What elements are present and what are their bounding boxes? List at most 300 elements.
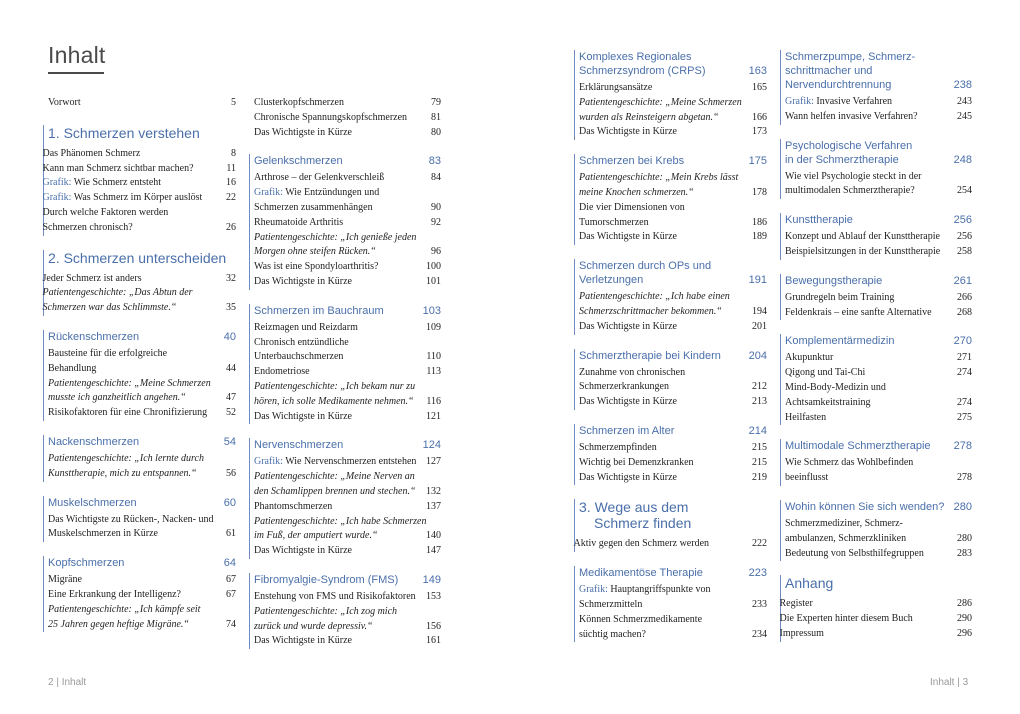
spacer bbox=[48, 316, 236, 330]
section-heading[interactable] bbox=[254, 438, 441, 452]
toc-entry[interactable] bbox=[579, 395, 767, 410]
toc-entry[interactable] bbox=[43, 191, 237, 206]
toc-entry-page: 121 bbox=[426, 410, 441, 422]
section-heading-text bbox=[579, 259, 711, 287]
toc-entry-title bbox=[785, 170, 972, 185]
toc-entry-page: 81 bbox=[431, 111, 441, 123]
toc-entry-title bbox=[254, 500, 426, 515]
toc-entry[interactable] bbox=[254, 500, 441, 515]
toc-entry[interactable] bbox=[785, 381, 972, 396]
chapter-group bbox=[780, 575, 972, 641]
section-heading[interactable] bbox=[579, 259, 767, 287]
section-heading[interactable] bbox=[785, 500, 972, 514]
toc-entry-text: Patientengeschichte: „Ich zog mich bbox=[254, 605, 398, 617]
spacer bbox=[785, 425, 972, 439]
toc-entry-page: 166 bbox=[752, 111, 767, 123]
toc-entry-text: Die vier Dimensionen von bbox=[579, 201, 685, 213]
toc-entry-page: 90 bbox=[431, 201, 441, 213]
toc-entry-title bbox=[48, 452, 236, 467]
toc-entry[interactable] bbox=[254, 350, 441, 365]
section-heading[interactable] bbox=[785, 50, 972, 92]
toc-entry-page: 296 bbox=[957, 627, 972, 639]
toc-entry[interactable] bbox=[785, 170, 972, 185]
spacer bbox=[254, 559, 441, 573]
toc-entry[interactable] bbox=[254, 634, 441, 649]
section-heading[interactable] bbox=[785, 439, 972, 453]
toc-entry[interactable] bbox=[780, 597, 973, 612]
toc-entry-title bbox=[579, 320, 752, 335]
toc-entry-text: Wie Entzündungen und bbox=[282, 187, 380, 199]
section-heading-line: Fibromyalgie-Syndrom (FMS) bbox=[254, 573, 399, 586]
toc-entry[interactable] bbox=[785, 95, 972, 110]
toc-entry-title bbox=[785, 366, 957, 381]
toc-entry[interactable] bbox=[254, 245, 441, 260]
section-heading[interactable] bbox=[785, 334, 972, 348]
toc-entry[interactable] bbox=[254, 111, 441, 126]
toc-entry-title bbox=[579, 216, 752, 231]
chapter-group bbox=[43, 250, 236, 316]
toc-entry[interactable] bbox=[43, 286, 237, 301]
toc-entry[interactable] bbox=[254, 186, 441, 201]
toc-entry-text: Behandlung bbox=[48, 362, 97, 374]
toc-entry-title bbox=[254, 529, 426, 544]
toc-entry[interactable] bbox=[780, 627, 973, 642]
toc-entry[interactable] bbox=[48, 452, 236, 467]
toc-entry[interactable] bbox=[254, 96, 441, 111]
section-heading[interactable] bbox=[785, 139, 972, 167]
toc-entry-title bbox=[254, 186, 441, 201]
section-page-number: 256 bbox=[953, 214, 972, 227]
chapter-heading[interactable] bbox=[579, 499, 767, 531]
toc-entry-title bbox=[579, 96, 767, 111]
toc-entry-page: 67 bbox=[226, 574, 236, 586]
toc-entry[interactable] bbox=[574, 537, 768, 552]
section-heading-line: Komplementärmedizin bbox=[785, 335, 895, 348]
toc-entry[interactable] bbox=[48, 406, 236, 421]
toc-entry[interactable] bbox=[254, 410, 441, 425]
toc-entry-page: 116 bbox=[426, 395, 441, 407]
toc-entry-text: Qigong und Tai-Chi bbox=[785, 367, 866, 379]
toc-entry-page: 278 bbox=[957, 472, 972, 484]
toc-entry[interactable] bbox=[579, 441, 767, 456]
toc-entry[interactable] bbox=[785, 547, 972, 562]
section-heading[interactable] bbox=[48, 330, 236, 344]
toc-entry-title bbox=[254, 590, 426, 605]
toc-entry-text: Feldenkrais – eine sanfte Alternative bbox=[785, 306, 932, 318]
toc-entry-title bbox=[785, 381, 972, 396]
toc-entry-text: Register bbox=[779, 598, 813, 610]
toc-entry[interactable] bbox=[785, 411, 972, 426]
toc-entry-page: 8 bbox=[231, 147, 236, 159]
section-group bbox=[249, 304, 441, 425]
toc-entry[interactable] bbox=[254, 470, 441, 485]
toc-entry-text: zurück und wurde depressiv.“ bbox=[254, 620, 373, 632]
toc-entry-page: 194 bbox=[752, 305, 767, 317]
toc-entry-text: Hauptangriffspunkte von bbox=[607, 584, 711, 596]
toc-entry-page: 56 bbox=[226, 467, 236, 479]
section-heading-line: Muskelschmerzen bbox=[48, 496, 137, 509]
toc-entry[interactable] bbox=[780, 612, 973, 627]
toc-column-1 bbox=[42, 96, 236, 632]
toc-entry[interactable] bbox=[254, 620, 441, 635]
toc-entry-title bbox=[254, 634, 426, 649]
toc-entry-title bbox=[254, 321, 426, 336]
toc-entry-text: Beispielsitzungen in der Kunsttherapie bbox=[785, 245, 941, 257]
toc-entry-text: Können Schmerzmedikamente bbox=[579, 613, 703, 625]
toc-entry-page: 140 bbox=[426, 530, 441, 542]
grafik-label: Grafik: bbox=[254, 187, 283, 199]
toc-entry[interactable] bbox=[785, 517, 972, 532]
toc-entry-page: 96 bbox=[431, 246, 441, 258]
toc-entry-page: 215 bbox=[752, 456, 767, 468]
toc-entry[interactable] bbox=[579, 320, 767, 335]
section-heading-text bbox=[579, 566, 703, 580]
toc-entry-text: Wie Nervenschmerzen entstehen bbox=[282, 456, 417, 468]
toc-entry-page: 153 bbox=[426, 590, 441, 602]
toc-entry-text: Schmerzen zusammenhängen bbox=[254, 201, 373, 213]
toc-entry-text: Chronische Spannungskopfschmerzen bbox=[254, 111, 408, 123]
section-group bbox=[43, 496, 236, 543]
toc-entry[interactable] bbox=[254, 216, 441, 231]
section-heading[interactable] bbox=[254, 304, 441, 318]
section-heading[interactable] bbox=[579, 424, 767, 438]
toc-entry[interactable] bbox=[48, 618, 236, 633]
toc-entry[interactable] bbox=[48, 96, 236, 111]
section-page-number: 103 bbox=[422, 304, 441, 317]
toc-entry-title bbox=[254, 605, 441, 620]
toc-entry-title bbox=[579, 186, 752, 201]
chapter-heading-text: 2. Schmerzen unterscheiden bbox=[48, 249, 227, 266]
section-heading[interactable] bbox=[579, 566, 767, 580]
toc-entry[interactable] bbox=[254, 605, 441, 620]
toc-entry-page: 156 bbox=[426, 620, 441, 632]
toc-entry-page: 100 bbox=[426, 261, 441, 273]
toc-entry-page: 127 bbox=[426, 456, 441, 468]
toc-entry[interactable] bbox=[254, 275, 441, 290]
toc-entry-page: 266 bbox=[957, 291, 972, 303]
toc-entry[interactable] bbox=[579, 598, 767, 613]
toc-entry[interactable] bbox=[48, 467, 236, 482]
section-group bbox=[780, 50, 972, 125]
toc-entry[interactable] bbox=[579, 456, 767, 471]
toc-entry-title bbox=[254, 171, 431, 186]
toc-entry-text: Rheumatoide Arthritis bbox=[254, 216, 344, 228]
toc-entry-title bbox=[785, 456, 972, 471]
toc-entry-text: Endometriose bbox=[254, 366, 310, 378]
toc-entry[interactable] bbox=[254, 126, 441, 141]
toc-entry-title bbox=[48, 527, 226, 542]
toc-entry-title bbox=[785, 547, 957, 562]
toc-entry-text: Erklärungsansätze bbox=[579, 82, 653, 93]
toc-entry-title bbox=[785, 95, 957, 110]
toc-entry-text: Wie viel Psychologie steckt in der bbox=[785, 170, 922, 182]
toc-entry[interactable] bbox=[254, 544, 441, 559]
toc-entry[interactable] bbox=[48, 573, 236, 588]
section-heading[interactable] bbox=[785, 274, 972, 288]
toc-entry[interactable] bbox=[48, 391, 236, 406]
toc-entry-title bbox=[48, 362, 226, 377]
toc-entry-text: Unterbauchschmerzen bbox=[254, 351, 344, 363]
toc-entry[interactable] bbox=[48, 377, 236, 392]
toc-entry-title bbox=[48, 588, 226, 603]
toc-entry-title bbox=[785, 396, 957, 411]
spacer bbox=[254, 140, 441, 154]
toc-entry-text: Durch welche Faktoren werden bbox=[42, 206, 169, 218]
section-page-number: 214 bbox=[748, 424, 767, 437]
toc-entry[interactable] bbox=[785, 366, 972, 381]
toc-entry[interactable] bbox=[785, 230, 972, 245]
section-heading[interactable] bbox=[254, 573, 441, 587]
toc-entry[interactable] bbox=[254, 515, 441, 530]
section-group bbox=[574, 349, 767, 410]
title-underline bbox=[48, 72, 104, 74]
toc-entry-text: Wann helfen invasive Verfahren? bbox=[785, 110, 918, 122]
section-heading-text bbox=[254, 573, 398, 587]
toc-entry-title bbox=[785, 110, 957, 125]
spacer bbox=[579, 410, 767, 424]
toc-entry[interactable] bbox=[48, 588, 236, 603]
toc-entry[interactable] bbox=[579, 111, 767, 126]
page-title: Inhalt bbox=[48, 42, 106, 68]
toc-entry-text: Wichtig bei Demenzkranken bbox=[579, 456, 694, 468]
section-heading-line: Wohin können Sie sich wenden? bbox=[785, 500, 945, 513]
toc-entry-text: Wie Schmerz das Wohlbefinden bbox=[785, 457, 914, 469]
toc-entry-title bbox=[579, 230, 752, 245]
toc-entry[interactable] bbox=[579, 583, 767, 598]
toc-entry[interactable] bbox=[254, 380, 441, 395]
toc-entry-text: Die Experten hinter diesem Buch bbox=[779, 613, 913, 625]
toc-entry-title bbox=[254, 275, 426, 290]
toc-entry[interactable] bbox=[254, 231, 441, 246]
toc-entry-text: Vorwort bbox=[48, 97, 81, 108]
toc-entry[interactable] bbox=[579, 201, 767, 216]
section-heading[interactable] bbox=[579, 349, 767, 363]
toc-entry-text: Achtsamkeitstraining bbox=[785, 396, 871, 408]
toc-entry-text: Phantomschmerzen bbox=[254, 500, 333, 512]
chapter-heading[interactable] bbox=[785, 575, 972, 591]
toc-entry[interactable] bbox=[579, 96, 767, 111]
toc-entry-title bbox=[579, 598, 752, 613]
toc-entry-page: 215 bbox=[752, 441, 767, 453]
toc-entry[interactable] bbox=[785, 110, 972, 125]
toc-entry[interactable] bbox=[43, 221, 237, 236]
section-page-number: 191 bbox=[748, 274, 767, 287]
toc-entry-text: Das Wichtigste in Kürze bbox=[579, 396, 677, 408]
section-page-number: 270 bbox=[953, 335, 972, 348]
toc-entry[interactable] bbox=[579, 366, 767, 381]
toc-entry-page: 16 bbox=[226, 177, 236, 189]
toc-column-2 bbox=[254, 96, 441, 649]
toc-entry[interactable] bbox=[254, 171, 441, 186]
toc-entry-title bbox=[48, 347, 236, 362]
toc-entry-text: Schmerzschrittmacher bekommen.“ bbox=[579, 305, 722, 317]
toc-entry-text: Was ist eine Spondyloarthritis? bbox=[254, 261, 379, 273]
toc-entry-text: Patientengeschichte: „Ich lernte durch bbox=[48, 452, 204, 464]
toc-entry[interactable] bbox=[579, 216, 767, 231]
toc-entry[interactable] bbox=[785, 245, 972, 260]
toc-entry-title bbox=[254, 410, 426, 425]
section-page-number: 238 bbox=[953, 79, 972, 91]
section-group bbox=[574, 154, 767, 245]
toc-entry[interactable] bbox=[43, 206, 237, 221]
spacer bbox=[48, 236, 236, 250]
toc-entry-page: 274 bbox=[957, 367, 972, 379]
section-heading-text bbox=[579, 349, 721, 363]
toc-entry-text: Das Wichtigste in Kürze bbox=[579, 231, 677, 243]
toc-entry-page: 35 bbox=[226, 302, 236, 314]
toc-entry-title bbox=[254, 395, 426, 410]
toc-entry[interactable] bbox=[785, 456, 972, 471]
toc-entry[interactable] bbox=[785, 396, 972, 411]
toc-entry[interactable] bbox=[579, 305, 767, 320]
toc-entry-text: hören, ich solle Medikamente nehmen.“ bbox=[254, 395, 414, 407]
toc-entry[interactable] bbox=[579, 613, 767, 628]
toc-entry-title bbox=[48, 513, 236, 528]
toc-entry-title bbox=[254, 216, 431, 231]
spacer bbox=[579, 140, 767, 154]
footer-right: Inhalt | 3 bbox=[930, 677, 969, 688]
toc-entry[interactable] bbox=[254, 455, 441, 470]
chapter-heading[interactable] bbox=[48, 125, 236, 141]
spacer bbox=[785, 199, 972, 213]
toc-entry[interactable] bbox=[254, 485, 441, 500]
toc-entry[interactable] bbox=[48, 603, 236, 618]
toc-entry[interactable] bbox=[579, 628, 767, 643]
section-heading[interactable] bbox=[579, 154, 767, 168]
toc-entry[interactable] bbox=[43, 147, 237, 162]
section-heading-line: Kopfschmerzen bbox=[48, 557, 125, 570]
toc-entry[interactable] bbox=[579, 471, 767, 486]
toc-entry[interactable] bbox=[43, 272, 237, 287]
toc-entry[interactable] bbox=[785, 471, 972, 486]
spacer bbox=[579, 245, 767, 259]
spacer bbox=[785, 561, 972, 575]
toc-entry[interactable] bbox=[43, 176, 237, 191]
toc-entry-title bbox=[579, 441, 752, 456]
spacer bbox=[785, 486, 972, 500]
toc-entry[interactable] bbox=[254, 260, 441, 275]
section-page-number: 54 bbox=[223, 435, 236, 448]
toc-entry[interactable] bbox=[785, 184, 972, 199]
section-heading-text bbox=[785, 213, 853, 227]
toc-entry-text: meine Knochen schmerzen.“ bbox=[579, 186, 694, 198]
toc-entry-page: 173 bbox=[752, 126, 767, 138]
toc-entry[interactable] bbox=[579, 81, 767, 96]
toc-entry[interactable] bbox=[579, 230, 767, 245]
toc-entry-page: 212 bbox=[752, 381, 767, 393]
toc-entry[interactable] bbox=[579, 380, 767, 395]
toc-entry[interactable] bbox=[254, 336, 441, 351]
toc-entry-text: Bausteine für die erfolgreiche bbox=[48, 347, 168, 359]
section-heading[interactable] bbox=[579, 50, 767, 78]
spacer bbox=[48, 482, 236, 496]
section-page-number: 124 bbox=[422, 439, 441, 452]
toc-entry[interactable] bbox=[43, 301, 237, 316]
toc-entry-text: Invasive Verfahren bbox=[813, 96, 893, 107]
section-heading-line: Bewegungstherapie bbox=[785, 274, 883, 287]
section-page-number: 175 bbox=[748, 155, 767, 168]
section-heading[interactable] bbox=[785, 213, 972, 227]
toc-entry[interactable] bbox=[254, 201, 441, 216]
toc-entry-title bbox=[579, 81, 752, 96]
toc-entry-page: 233 bbox=[752, 598, 767, 610]
toc-entry[interactable] bbox=[254, 395, 441, 410]
section-heading[interactable] bbox=[48, 496, 236, 510]
toc-entry-text: multimodalen Schmerztherapie? bbox=[785, 185, 915, 197]
section-heading[interactable] bbox=[254, 154, 441, 168]
toc-entry-text: Bedeutung von Selbsthilfegruppen bbox=[785, 547, 924, 559]
toc-entry-page: 84 bbox=[431, 172, 441, 184]
toc-entry-text: im Fuß, der amputiert wurde.“ bbox=[254, 530, 378, 542]
toc-entry[interactable] bbox=[785, 351, 972, 366]
section-page-number: 60 bbox=[223, 496, 236, 509]
toc-entry-text: Heilfasten bbox=[785, 411, 827, 423]
toc-entry[interactable] bbox=[254, 365, 441, 380]
section-heading-line: Nackenschmerzen bbox=[48, 435, 140, 448]
footer-left: 2 | Inhalt bbox=[48, 677, 87, 688]
toc-entry[interactable] bbox=[785, 532, 972, 547]
section-heading[interactable] bbox=[48, 556, 236, 570]
section-heading-text bbox=[48, 330, 139, 344]
toc-entry[interactable] bbox=[579, 290, 767, 305]
toc-entry-title bbox=[579, 583, 767, 598]
section-heading-text bbox=[785, 334, 894, 348]
toc-entry-title bbox=[254, 455, 426, 470]
toc-entry-text: Patientengeschichte: „Ich genieße jeden bbox=[254, 231, 417, 243]
spacer bbox=[48, 111, 236, 125]
toc-entry-page: 74 bbox=[226, 618, 236, 630]
toc-entry-page: 201 bbox=[752, 320, 767, 332]
toc-entry[interactable] bbox=[579, 125, 767, 140]
section-heading-line: Schmerzen bei Krebs bbox=[579, 155, 685, 168]
section-group bbox=[43, 556, 236, 632]
toc-entry-text: Das Wichtigste in Kürze bbox=[254, 635, 352, 647]
toc-entry[interactable] bbox=[785, 306, 972, 321]
toc-entry[interactable] bbox=[48, 527, 236, 542]
toc-entry[interactable] bbox=[48, 347, 236, 362]
toc-entry[interactable] bbox=[254, 529, 441, 544]
section-heading-line: Multimodale Schmerztherapie bbox=[785, 440, 931, 453]
toc-entry-page: 161 bbox=[426, 635, 441, 647]
toc-entry-text: Patientengeschichte: „Meine Schmerzen bbox=[48, 377, 211, 389]
toc-entry-text: Schmerzerkrankungen bbox=[579, 381, 669, 393]
toc-entry[interactable] bbox=[48, 513, 236, 528]
toc-entry-text: Chronisch entzündliche bbox=[254, 336, 349, 348]
section-heading-text bbox=[48, 435, 139, 449]
chapter-heading[interactable] bbox=[48, 250, 236, 266]
toc-entry[interactable] bbox=[254, 590, 441, 605]
toc-entry[interactable] bbox=[254, 321, 441, 336]
toc-entry-text: Aktiv gegen den Schmerz werden bbox=[573, 538, 710, 550]
toc-entry-text: Impressum bbox=[779, 627, 824, 639]
section-page-number: 280 bbox=[953, 500, 972, 513]
toc-entry-title bbox=[254, 365, 426, 380]
section-heading-line: Schmerztherapie bei Kindern bbox=[579, 349, 721, 362]
toc-entry[interactable] bbox=[785, 291, 972, 306]
toc-entry[interactable] bbox=[579, 171, 767, 186]
toc-entry[interactable] bbox=[48, 362, 236, 377]
section-heading-line: Psychologische Verfahren bbox=[785, 139, 913, 152]
section-heading-line: schrittmacher und bbox=[785, 65, 873, 77]
toc-entry-text: den Schamlippen brennen und stechen.“ bbox=[254, 485, 416, 497]
toc-entry-page: 258 bbox=[957, 245, 972, 257]
section-group bbox=[574, 259, 767, 334]
toc-entry[interactable] bbox=[579, 186, 767, 201]
toc-entry[interactable] bbox=[43, 162, 237, 177]
toc-column-4 bbox=[779, 50, 972, 642]
section-heading[interactable] bbox=[48, 435, 236, 449]
toc-entry-title bbox=[254, 380, 441, 395]
